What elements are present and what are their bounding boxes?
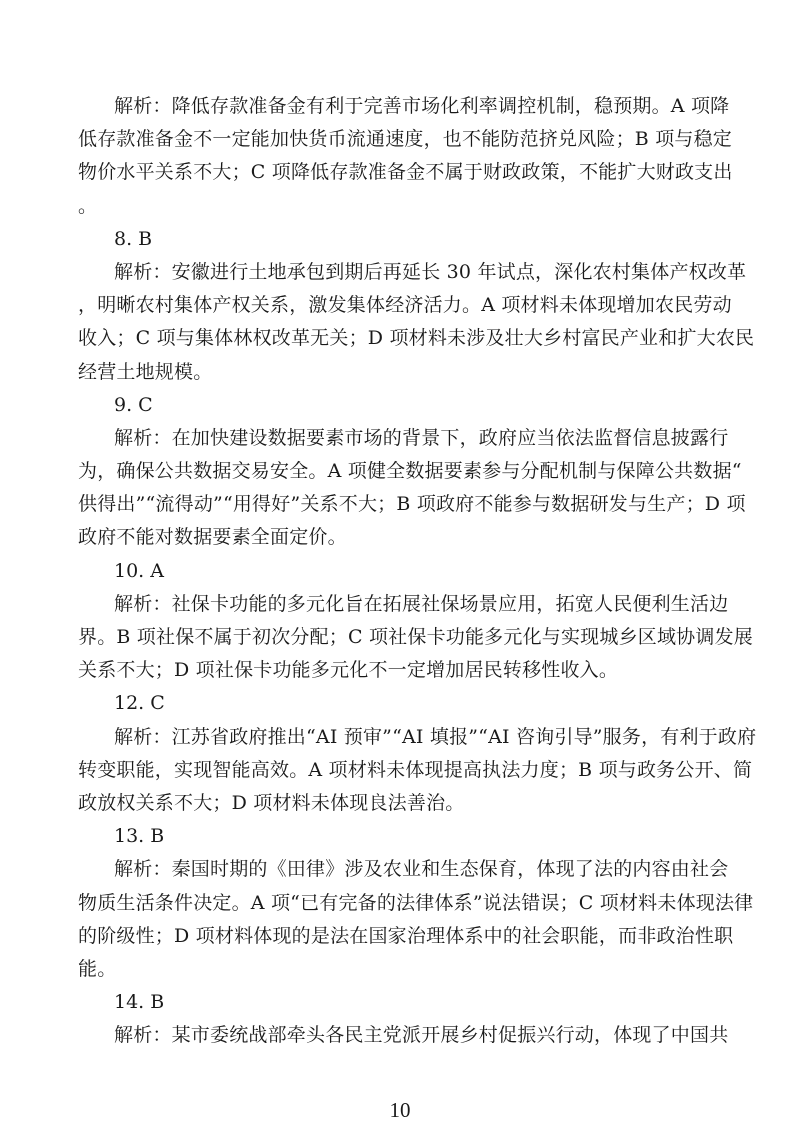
explanation-line: 解析：江苏省政府推出“AI 预审”“AI 填报”“AI 咨询引导”服务，有利于政府 xyxy=(114,725,757,748)
explanation-line: 政放权关系不大；D 项材料未体现良法善治。 xyxy=(78,791,465,814)
explanation-line: 解析：降低存款准备金有利于完善市场化利率调控机制，稳预期。A 项降 xyxy=(114,95,730,117)
explanation-line: 低存款准备金不一定能加快货币流通速度，也不能防范挤兑风险；B 项与稳定 xyxy=(78,128,733,151)
explanation-line: 。 xyxy=(78,194,98,217)
explanation-line: 能。 xyxy=(78,957,117,980)
explanation-line: 界。B 项社保不属于初次分配；C 项社保卡功能多元化与实现城乡区域协调发展 xyxy=(78,626,753,648)
answer-key: 12. C xyxy=(114,692,165,715)
explanation-line: 为，确保公共数据交易安全。A 项健全数据要素参与分配机制与保障公共数据“ xyxy=(78,460,742,483)
explanation-line: 解析：在加快建设数据要素市场的背景下，政府应当依法监督信息披露行 xyxy=(114,426,729,449)
answer-key: 13. B xyxy=(114,825,165,848)
explanation-line: 关系不大；D 项社保卡功能多元化不一定增加居民转移性收入。 xyxy=(78,659,619,682)
explanation-line: 解析：某市委统战部牵头各民主党派开展乡村促振兴行动，体现了中国共 xyxy=(114,1024,729,1047)
explanation-line: 的阶级性；D 项材料体现的是法在国家治理体系中的社会职能，而非政治性职 xyxy=(78,924,734,947)
explanation-line: 转变职能，实现智能高效。A 项材料未体现提高执法力度；B 项与政务公开、简 xyxy=(78,758,753,781)
page-number: 10 xyxy=(389,1098,411,1122)
answer-key: 14. B xyxy=(114,991,165,1014)
document-body xyxy=(78,90,757,1052)
explanation-line: 物价水平关系不大；C 项降低存款准备金不属于财政政策，不能扩大财政支出 xyxy=(78,161,733,184)
explanation-line: 政府不能对数据要素全面定价。 xyxy=(78,526,347,549)
explanation-line: 物质生活条件决定。A 项“已有完备的法律体系”说法错误；C 项材料未体现法律 xyxy=(78,891,754,914)
answer-key: 8. B xyxy=(114,227,153,250)
explanation-line: 解析：安徽进行土地承包到期后再延长 30 年试点，深化农村集体产权改革 xyxy=(114,260,747,283)
answer-key: 9. C xyxy=(114,393,153,416)
explanation-line: 供得出”“流得动”“用得好”关系不大；B 项政府不能参与数据研发与生产；D 项 xyxy=(78,493,746,516)
explanation-line: 解析：社保卡功能的多元化旨在拓展社保场景应用，拓宽人民便利生活边 xyxy=(114,592,729,615)
explanation-line: 收入；C 项与集体林权改革无关；D 项材料未涉及壮大乡村富民产业和扩大农民 xyxy=(78,327,755,350)
answer-key: 10. A xyxy=(114,559,164,582)
explanation-line: 经营土地规模。 xyxy=(78,360,213,383)
explanation-line: 解析：秦国时期的《田律》涉及农业和生态保育，体现了法的内容由社会 xyxy=(114,858,729,881)
explanation-line: ，明晰农村集体产权关系，激发集体经济活力。A 项材料未体现增加农民劳动 xyxy=(78,294,732,317)
